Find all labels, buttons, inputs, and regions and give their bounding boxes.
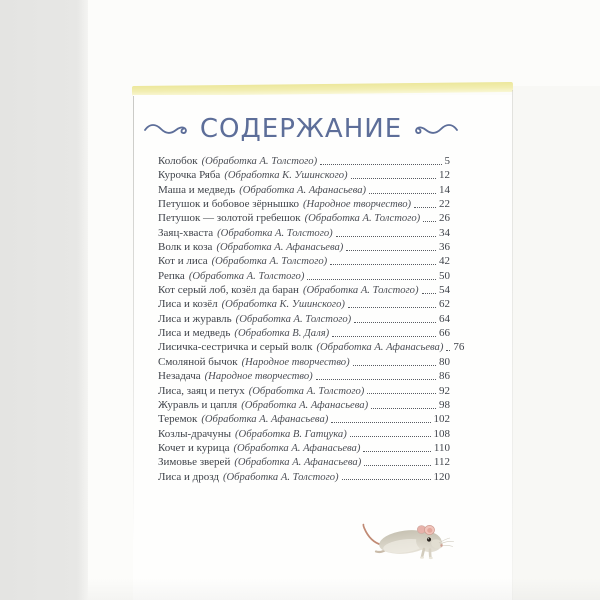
entry-title: Козлы-драчуны <box>158 427 232 440</box>
entry-title: Репка <box>158 269 185 282</box>
entry-title: Зимовье зверей <box>158 456 231 469</box>
flourish-right-icon <box>409 121 459 137</box>
dot-leader <box>367 393 436 394</box>
toc-list <box>158 154 465 484</box>
page-left-edge-line <box>133 96 134 566</box>
dot-leader <box>336 236 436 237</box>
entry-annotation: (Обработка А. Афанасьева) <box>316 342 444 354</box>
page-title: СОДЕРЖАНИЕ <box>199 114 403 144</box>
entry-page-number: 26 <box>439 212 450 225</box>
entry-title: Лиса и козёл <box>158 298 218 311</box>
toc-entry <box>158 240 450 254</box>
entry-title: Журавль и цапля <box>158 398 238 411</box>
toc-entry <box>158 355 450 369</box>
backdrop-left-strip <box>0 0 94 600</box>
entry-page-number: 102 <box>433 413 450 426</box>
toc-entry <box>158 412 450 426</box>
entry-annotation: (Обработка А. Толстого) <box>235 313 352 325</box>
entry-title: Незадача <box>158 370 201 383</box>
toc-entry <box>158 211 450 225</box>
entry-annotation: (Обработка А. Толстого) <box>304 213 421 225</box>
entry-annotation: (Обработка А. Толстого) <box>222 471 339 483</box>
entry-annotation: (Обработка А. Афанасьева) <box>241 399 369 411</box>
entry-annotation: (Народное творчество) <box>204 371 313 383</box>
entry-page-number: 92 <box>439 384 450 397</box>
dot-leader <box>320 164 441 165</box>
dot-leader <box>316 379 436 380</box>
dot-leader <box>351 178 436 179</box>
toc-entry <box>158 254 450 268</box>
dot-leader <box>369 193 436 194</box>
entry-annotation: (Обработка А. Толстого) <box>248 385 365 397</box>
dot-leader <box>364 465 431 466</box>
entry-annotation: (Обработка А. Толстого) <box>211 256 328 268</box>
dot-leader <box>363 451 431 452</box>
toc-entry <box>158 297 450 311</box>
dot-leader <box>330 264 436 265</box>
toc-entry <box>158 441 450 455</box>
entry-page-number: 50 <box>439 269 450 282</box>
entry-annotation: (Обработка А. Афанасьева) <box>234 457 362 469</box>
toc-header <box>133 116 469 142</box>
toc-entry <box>158 326 450 340</box>
entry-annotation: (Обработка К. Ушинского) <box>224 170 348 182</box>
dot-leader <box>346 250 436 251</box>
entry-annotation: (Обработка А. Афанасьева) <box>239 184 367 196</box>
entry-title: Заяц-хваста <box>158 226 214 239</box>
toc-entry <box>158 183 450 197</box>
entry-page-number: 110 <box>433 441 450 454</box>
dot-leader <box>332 336 436 337</box>
mouse-front-leg-right <box>430 550 431 558</box>
entry-page-number: 22 <box>439 198 450 211</box>
entry-title: Лиса, заяц и петух <box>158 384 245 397</box>
toc-entry <box>158 384 450 398</box>
entry-annotation: (Обработка А. Толстого) <box>188 270 305 282</box>
mouse-paw-left <box>420 557 424 559</box>
entry-page-number: 14 <box>439 183 450 196</box>
toc-entry <box>158 197 450 211</box>
mouse-front-leg-left <box>422 549 424 557</box>
entry-title: Петушок и бобовое зёрнышко <box>158 198 300 211</box>
entry-annotation: (Обработка А. Толстого) <box>217 227 333 239</box>
entry-page-number: 98 <box>439 398 450 411</box>
entry-page-number: 112 <box>433 456 450 469</box>
entry-title: Кочет и курица <box>158 441 230 454</box>
entry-annotation: (Обработка А. Афанасьева) <box>216 242 344 254</box>
dot-leader <box>342 479 431 480</box>
entry-page-number: 12 <box>439 169 450 182</box>
dot-leader <box>422 293 437 294</box>
mouse-eye <box>427 537 431 541</box>
entry-annotation: (Народное творчество) <box>241 356 350 368</box>
entry-annotation: (Обработка В. Гатцука) <box>235 428 347 440</box>
entry-annotation: (Обработка К. Ушинского) <box>221 299 345 311</box>
flourish-left-icon <box>143 121 193 137</box>
entry-annotation: (Обработка А. Толстого) <box>302 285 419 297</box>
entry-title: Кот и лиса <box>158 255 208 268</box>
entry-annotation: (Народное творчество) <box>303 199 412 211</box>
dot-leader <box>354 322 436 323</box>
toc-entry <box>158 369 450 383</box>
book-page <box>133 95 512 600</box>
toc-entry <box>158 340 465 354</box>
toc-entry <box>158 269 450 283</box>
entry-title: Петушок — золотой гребешок <box>158 212 301 225</box>
toc-entry <box>158 226 450 240</box>
entry-page-number: 108 <box>433 427 450 440</box>
dot-leader <box>423 221 436 222</box>
entry-title: Курочка Ряба <box>158 169 221 182</box>
toc-entry <box>158 427 450 441</box>
toc-entry <box>158 312 450 326</box>
mouse-paw-right <box>429 557 433 559</box>
toc-entry <box>158 398 450 412</box>
entry-title: Волк и коза <box>158 241 213 254</box>
dot-leader <box>371 408 436 409</box>
entry-page-number: 80 <box>439 355 450 368</box>
toc-entry <box>158 154 450 168</box>
dot-leader <box>331 422 430 423</box>
entry-title: Кот серый лоб, козёл да баран <box>158 284 299 297</box>
dot-leader <box>348 307 436 308</box>
entry-page-number: 66 <box>439 327 450 340</box>
mouse-ear-inner <box>427 528 432 533</box>
toc-entry <box>158 455 450 469</box>
dot-leader <box>307 279 436 280</box>
entry-title: Маша и медведь <box>158 183 236 196</box>
entry-annotation: (Обработка А. Афанасьева) <box>201 414 329 426</box>
entry-page-number: 86 <box>439 370 450 383</box>
entry-page-number: 42 <box>439 255 450 268</box>
dot-leader <box>353 365 436 366</box>
entry-annotation: (Обработка В. Даля) <box>234 328 330 340</box>
dot-leader <box>414 207 436 208</box>
entry-annotation: (Обработка А. Толстого) <box>201 156 318 167</box>
mouse-eye-highlight <box>428 538 429 539</box>
entry-title: Теремок <box>158 413 198 426</box>
dot-leader <box>446 350 450 351</box>
dot-leader <box>350 436 431 437</box>
page-right-edge-line <box>512 90 513 600</box>
toc-entry <box>158 283 450 297</box>
entry-page-number: 64 <box>439 312 450 325</box>
mouse-tail <box>363 525 382 545</box>
toc-entry <box>158 168 450 182</box>
backdrop-right-of-page <box>513 86 600 600</box>
entry-annotation: (Обработка А. Афанасьева) <box>233 442 361 454</box>
bottom-shadow <box>88 578 600 600</box>
entry-title: Смоляной бычок <box>158 355 238 368</box>
entry-title: Лиса и медведь <box>158 327 231 340</box>
entry-title: Колобок <box>158 155 198 167</box>
entry-title: Лиса и журавль <box>158 312 232 325</box>
entry-page-number: 62 <box>439 298 450 311</box>
entry-page-number: 76 <box>453 341 465 354</box>
entry-page-number: 120 <box>433 470 450 483</box>
entry-page-number: 5 <box>444 155 450 167</box>
entry-page-number: 36 <box>439 241 450 254</box>
mouse-illustration <box>360 515 460 565</box>
entry-page-number: 34 <box>439 226 450 239</box>
entry-page-number: 54 <box>439 284 450 297</box>
entry-title: Лиса и дрозд <box>158 470 219 483</box>
entry-title: Лисичка-сестричка и серый волк <box>158 341 313 354</box>
toc-entry <box>158 470 450 484</box>
